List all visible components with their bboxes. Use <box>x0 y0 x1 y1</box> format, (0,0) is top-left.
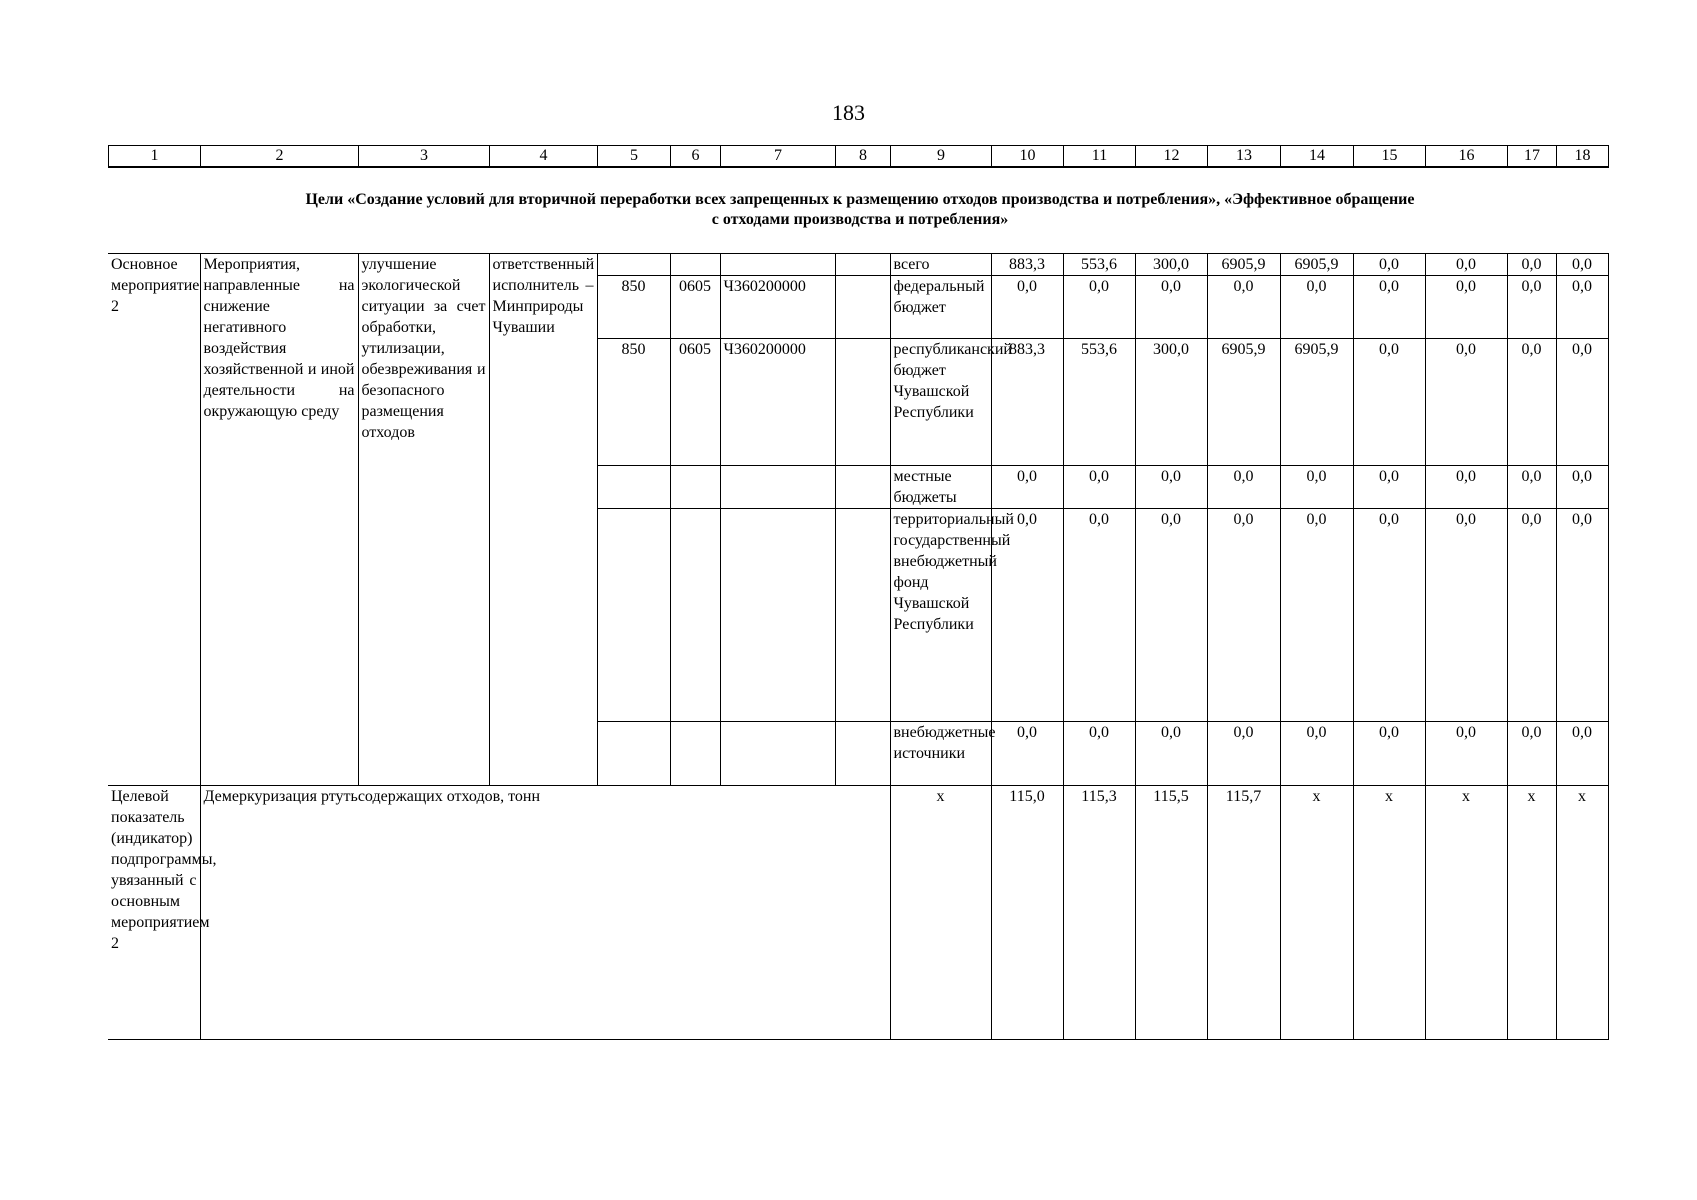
column-number: 7 <box>721 146 836 168</box>
goal-title-line1: Цели «Создание условий для вторичной переработки всех запрещенных к размещению отходов производства и потребления», «Эффективное обращение <box>305 191 1415 208</box>
value-cell: 553,6 <box>1063 339 1135 466</box>
target-article-cell: Ч360200000 <box>720 339 835 466</box>
column-number: 17 <box>1508 146 1557 168</box>
indicator-value-cell: 115,7 <box>1207 786 1280 1040</box>
value-cell: 0,0 <box>1280 276 1353 339</box>
value-cell: 0,0 <box>1280 509 1353 722</box>
value-cell: 0,0 <box>1507 339 1556 466</box>
value-cell: 0,0 <box>991 276 1063 339</box>
measure-executor-cell: ответственный исполнитель – Минприроды Чувашии <box>489 254 597 786</box>
page-number: 183 <box>832 100 865 125</box>
value-cell: 0,0 <box>1556 276 1608 339</box>
indicator-name-cell: Целевой показатель (индикатор) подпрограммы, увязанный с основным мероприятием 2 <box>108 786 200 1040</box>
value-cell: 0,0 <box>1207 509 1280 722</box>
indicator-value-cell: х <box>1280 786 1353 1040</box>
indicator-value-cell: х <box>1353 786 1425 1040</box>
value-cell: 0,0 <box>1280 722 1353 786</box>
value-cell: 0,0 <box>1507 466 1556 509</box>
section-code-cell: 0605 <box>670 276 720 339</box>
expense-type-cell <box>835 466 890 509</box>
column-number: 6 <box>671 146 721 168</box>
measure-title-cell: Мероприятия, направленные на снижение негативного воздействия хозяйственной и иной деятельности на окружающую среду <box>200 254 358 786</box>
value-cell: 0,0 <box>1425 276 1507 339</box>
column-number: 18 <box>1557 146 1609 168</box>
column-number: 16 <box>1426 146 1508 168</box>
value-cell: 0,0 <box>1353 254 1425 276</box>
section-code-cell <box>670 509 720 722</box>
value-cell: 0,0 <box>1556 254 1608 276</box>
column-number: 14 <box>1281 146 1354 168</box>
measure-name-cell: Основное мероприятие 2 <box>108 254 200 786</box>
value-cell: 0,0 <box>1425 509 1507 722</box>
value-cell: 0,0 <box>1353 339 1425 466</box>
value-cell: 0,0 <box>1507 254 1556 276</box>
column-number: 10 <box>992 146 1064 168</box>
value-cell: 0,0 <box>1063 276 1135 339</box>
value-cell: 0,0 <box>1063 466 1135 509</box>
value-cell: 0,0 <box>1425 254 1507 276</box>
value-cell: 0,0 <box>1353 276 1425 339</box>
expense-type-cell <box>835 339 890 466</box>
value-cell: 0,0 <box>1556 466 1608 509</box>
indicator-description-cell: Демеркуризация ртутьсодержащих отходов, тонн <box>200 786 890 1040</box>
value-cell: 300,0 <box>1135 339 1207 466</box>
budget-code-cell <box>597 466 670 509</box>
value-cell: 0,0 <box>1425 466 1507 509</box>
value-cell: 0,0 <box>1135 466 1207 509</box>
value-cell: 0,0 <box>1425 339 1507 466</box>
target-article-cell <box>720 466 835 509</box>
value-cell: 6905,9 <box>1280 254 1353 276</box>
budget-code-cell: 850 <box>597 339 670 466</box>
expense-type-cell <box>835 276 890 339</box>
value-cell: 0,0 <box>1507 276 1556 339</box>
funding-source-cell: местные бюджеты <box>890 466 991 509</box>
column-number-header <box>108 145 1609 168</box>
value-cell: 0,0 <box>991 509 1063 722</box>
indicator-value-cell: х <box>1507 786 1556 1040</box>
value-cell: 0,0 <box>1207 466 1280 509</box>
column-number: 11 <box>1064 146 1136 168</box>
expense-type-cell <box>835 722 890 786</box>
indicator-value-cell: х <box>1556 786 1608 1040</box>
column-number: 12 <box>1136 146 1208 168</box>
indicator-unit-cell: х <box>890 786 991 1040</box>
value-cell: 0,0 <box>1425 722 1507 786</box>
value-cell: 0,0 <box>1556 509 1608 722</box>
funding-source-cell: республиканский бюджет Чувашской Республики <box>890 339 991 466</box>
column-number: 4 <box>490 146 598 168</box>
value-cell: 300,0 <box>1135 254 1207 276</box>
target-article-cell: Ч360200000 <box>720 276 835 339</box>
value-cell: 6905,9 <box>1207 339 1280 466</box>
value-cell: 0,0 <box>1556 339 1608 466</box>
value-cell: 0,0 <box>1135 722 1207 786</box>
value-cell: 0,0 <box>1207 276 1280 339</box>
section-code-cell <box>670 722 720 786</box>
value-cell: 0,0 <box>1280 466 1353 509</box>
section-code-cell <box>670 466 720 509</box>
target-article-cell <box>720 509 835 722</box>
section-code-cell <box>670 254 720 276</box>
value-cell: 0,0 <box>1556 722 1608 786</box>
budget-code-cell <box>597 254 670 276</box>
measure-goal-cell: улучшение экологической ситуации за счет обработки, утилизации, обезвреживания и безопасного размещения отходов <box>358 254 489 786</box>
funding-source-cell: территориальный государственный внебюджетный фонд Чувашской Республики <box>890 509 991 722</box>
column-number: 9 <box>891 146 992 168</box>
funding-source-cell: внебюджетные источники <box>890 722 991 786</box>
value-cell: 0,0 <box>1135 276 1207 339</box>
section-code-cell: 0605 <box>670 339 720 466</box>
value-cell: 6905,9 <box>1280 339 1353 466</box>
column-number: 1 <box>109 146 201 168</box>
goal-title-line2: с отходами производства и потребления» <box>711 211 1009 228</box>
funding-source-cell: всего <box>890 254 991 276</box>
value-cell: 0,0 <box>991 466 1063 509</box>
column-number: 2 <box>201 146 359 168</box>
column-number: 15 <box>1354 146 1426 168</box>
expense-type-cell <box>835 254 890 276</box>
column-number: 3 <box>359 146 490 168</box>
value-cell: 0,0 <box>991 722 1063 786</box>
value-cell: 0,0 <box>1063 722 1135 786</box>
expense-type-cell <box>835 509 890 722</box>
indicator-value-cell: 115,5 <box>1135 786 1207 1040</box>
value-cell: 0,0 <box>1135 509 1207 722</box>
value-cell: 883,3 <box>991 339 1063 466</box>
value-cell: 883,3 <box>991 254 1063 276</box>
value-cell: 553,6 <box>1063 254 1135 276</box>
target-article-cell <box>720 254 835 276</box>
funding-source-cell: федеральный бюджет <box>890 276 991 339</box>
value-cell: 0,0 <box>1353 466 1425 509</box>
value-cell: 0,0 <box>1353 509 1425 722</box>
measure-table <box>108 253 1609 1040</box>
budget-code-cell <box>597 509 670 722</box>
indicator-value-cell: 115,3 <box>1063 786 1135 1040</box>
column-number: 8 <box>836 146 891 168</box>
target-article-cell <box>720 722 835 786</box>
budget-code-cell <box>597 722 670 786</box>
value-cell: 0,0 <box>1507 722 1556 786</box>
indicator-value-cell: 115,0 <box>991 786 1063 1040</box>
value-cell: 0,0 <box>1507 509 1556 722</box>
budget-code-cell: 850 <box>597 276 670 339</box>
value-cell: 0,0 <box>1353 722 1425 786</box>
column-number: 5 <box>598 146 671 168</box>
value-cell: 0,0 <box>1207 722 1280 786</box>
value-cell: 6905,9 <box>1207 254 1280 276</box>
column-number: 13 <box>1208 146 1281 168</box>
indicator-value-cell: х <box>1425 786 1507 1040</box>
value-cell: 0,0 <box>1063 509 1135 722</box>
goal-title <box>140 190 1580 230</box>
